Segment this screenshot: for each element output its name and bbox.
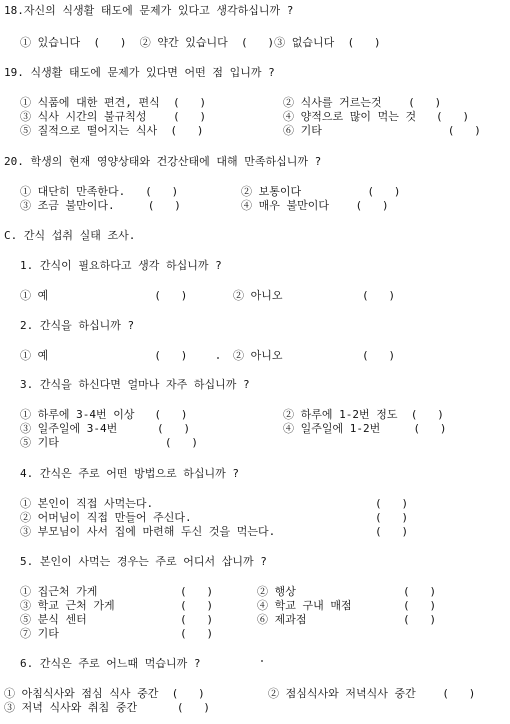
c5-option-2-blank[interactable]: ( ) [403, 585, 437, 598]
c5-option-3-blank[interactable]: ( ) [180, 599, 214, 612]
c4-option-2-blank[interactable]: ( ) [375, 511, 409, 524]
c5-option-5-blank[interactable]: ( ) [180, 613, 214, 626]
c4-option-1-blank[interactable]: ( ) [375, 497, 409, 510]
c4-option-3: ③ 부모님이 사서 집에 마련해 두신 것을 먹는다. [20, 525, 276, 538]
c5-option-7: ⑦ 기타 [20, 627, 59, 640]
c-question-4-title: 4. 간식은 주로 어떤 방법으로 하십니까 ? [20, 467, 239, 480]
question-18-options[interactable]: ① 있습니다 ( ) ② 약간 있습니다 ( )③ 없습니다 ( ) [20, 36, 381, 49]
c-question-2-title: 2. 간식을 하십니까 ? [20, 319, 135, 332]
c1-option-yes[interactable]: ① 예 ( ) [20, 289, 188, 302]
c5-option-7-blank[interactable]: ( ) [180, 627, 214, 640]
q19-option-1[interactable]: ① 식품에 대한 편견, 편식 ( ) [20, 96, 207, 109]
c3-option-1[interactable]: ① 하루에 3-4번 이상 ( ) [20, 408, 188, 421]
question-20-title: 20. 학생의 현재 영양상태와 건강산태에 대해 만족하십니까 ? [4, 155, 322, 168]
stray-mark [261, 660, 263, 662]
c-question-6-title: 6. 간식은 주로 어느때 먹습니까 ? [20, 657, 201, 670]
c5-option-4-blank[interactable]: ( ) [403, 599, 437, 612]
q19-option-4[interactable]: ④ 양적으로 많이 먹는 것 ( ) [283, 110, 470, 123]
c3-option-4[interactable]: ④ 일주일에 1-2번 ( ) [283, 422, 447, 435]
c3-option-3[interactable]: ③ 일주일에 3-4번 ( ) [20, 422, 191, 435]
q20-option-4[interactable]: ④ 매우 불만이다 ( ) [241, 199, 389, 212]
q19-option-6[interactable]: ⑥ 기타 ( ) [283, 124, 481, 137]
c-question-5-title: 5. 본인이 사먹는 경우는 주로 어디서 삽니까 ? [20, 555, 267, 568]
stray-dot [217, 357, 219, 359]
c5-option-3: ③ 학교 근처 가게 [20, 599, 115, 612]
q19-option-3[interactable]: ③ 식사 시간의 불규칙성 ( ) [20, 110, 207, 123]
c5-option-6: ⑥ 제과점 [257, 613, 307, 626]
c6-option-2[interactable]: ② 점심식사와 저녁식사 중간 ( ) [268, 687, 476, 700]
c2-option-no[interactable]: ② 아니오 ( ) [233, 349, 396, 362]
c4-option-3-blank[interactable]: ( ) [375, 525, 409, 538]
c5-option-1-blank[interactable]: ( ) [180, 585, 214, 598]
c5-option-4: ④ 학교 구내 매점 [257, 599, 352, 612]
c5-option-2: ② 행상 [257, 585, 296, 598]
c1-option-no[interactable]: ② 아니오 ( ) [233, 289, 396, 302]
c3-option-5[interactable]: ⑤ 기타 ( ) [20, 436, 198, 449]
q20-option-1[interactable]: ① 대단히 만족한다. ( ) [20, 185, 179, 198]
c4-option-1: ① 본인이 직접 사먹는다. [20, 497, 154, 510]
c-question-1-title: 1. 간식이 필요하다고 생각 하십니까 ? [20, 259, 222, 272]
c5-option-5: ⑤ 분식 센터 [20, 613, 87, 626]
c3-option-2[interactable]: ② 하루에 1-2번 정도 ( ) [283, 408, 444, 421]
q20-option-2[interactable]: ② 보통이다 ( ) [241, 185, 401, 198]
section-c-title: C. 간식 섭취 실태 조사. [4, 229, 136, 242]
question-19-title: 19. 식생활 태도에 문제가 있다면 어떤 점 입니까 ? [4, 66, 275, 79]
c6-option-1[interactable]: ① 아침식사와 점심 식사 중간 ( ) [4, 687, 205, 700]
c4-option-2: ② 어머님이 직접 만들어 주신다. [20, 511, 192, 524]
q19-option-2[interactable]: ② 식사를 거르는것 ( ) [283, 96, 442, 109]
c2-option-yes[interactable]: ① 예 ( ) [20, 349, 188, 362]
question-18-title: 18.자신의 식생활 태도에 문제가 있다고 생각하십니까 ? [4, 4, 294, 17]
c6-option-3[interactable]: ③ 저녁 식사와 취침 중간 ( ) [4, 701, 210, 714]
c-question-3-title: 3. 간식을 하신다면 얼마나 자주 하십니까 ? [20, 378, 250, 391]
q19-option-5[interactable]: ⑤ 질적으로 떨어지는 식사 ( ) [20, 124, 204, 137]
c5-option-6-blank[interactable]: ( ) [403, 613, 437, 626]
c5-option-1: ① 집근처 가게 [20, 585, 98, 598]
q20-option-3[interactable]: ③ 조금 불만이다. ( ) [20, 199, 181, 212]
